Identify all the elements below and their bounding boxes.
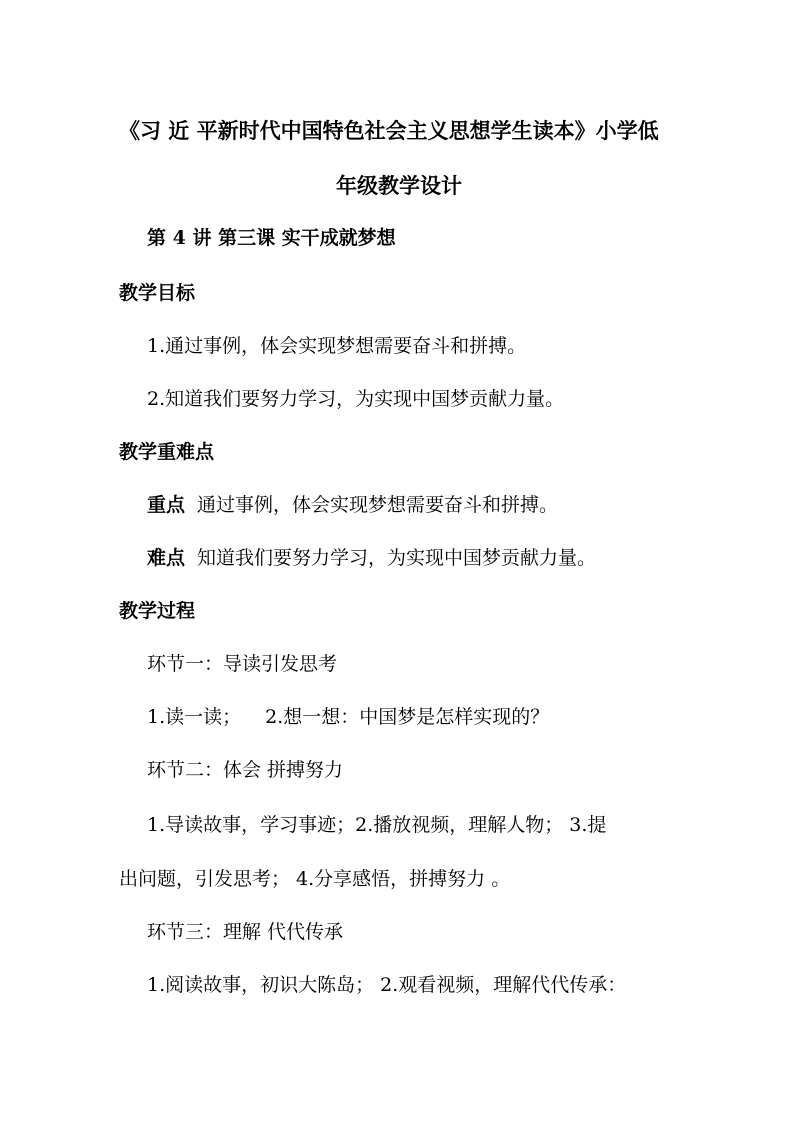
stage-1-step-a: 1.读一读；	[147, 706, 242, 728]
lecture-heading: 第 4 讲 第三课 实干成就梦想	[147, 227, 396, 249]
process-heading: 教学过程	[119, 600, 196, 622]
key-point-row	[147, 493, 707, 517]
stage-2-content-line-2: 出问题，引发思考； 4.分享感悟，拼搏努力 。	[119, 868, 511, 890]
stage-3-title: 环节三：理解 代代传承	[147, 921, 344, 943]
difficult-point-label: 难点	[147, 547, 186, 569]
difficult-point-text: 知道我们要努力学习，为实现中国梦贡献力量。	[197, 547, 597, 569]
objective-item-2: 2.知道我们要努力学习，为实现中国梦贡献力量。	[147, 388, 565, 410]
stage-2-content-line-1: 1.导读故事，学习事迹；2.播放视频，理解人物； 3.提	[147, 814, 607, 836]
stage-2-title: 环节二：体会 拼搏努力	[147, 759, 344, 781]
document-title-line-1: 《习 近 平新时代中国特色社会主义思想学生读本》小学低	[119, 118, 659, 143]
difficult-point-row	[147, 546, 707, 570]
key-point-label: 重点	[147, 494, 186, 516]
document-title-line-2: 年级教学设计	[336, 173, 462, 198]
objective-item-1: 1.通过事例，体会实现梦想需要奋斗和拼搏。	[147, 335, 527, 357]
stage-3-content-line-1: 1.阅读故事，初识大陈岛； 2.观看视频，理解代代传承：	[147, 974, 627, 996]
stage-1-title: 环节一：导读引发思考	[147, 653, 338, 675]
key-point-text: 通过事例，体会实现梦想需要奋斗和拼搏。	[197, 494, 559, 516]
stage-1-step-b: 2.想一想：中国梦是怎样实现的？	[265, 706, 550, 728]
key-points-heading: 教学重难点	[119, 441, 215, 463]
objectives-heading: 教学目标	[119, 282, 196, 304]
stage-1-content	[147, 705, 707, 729]
